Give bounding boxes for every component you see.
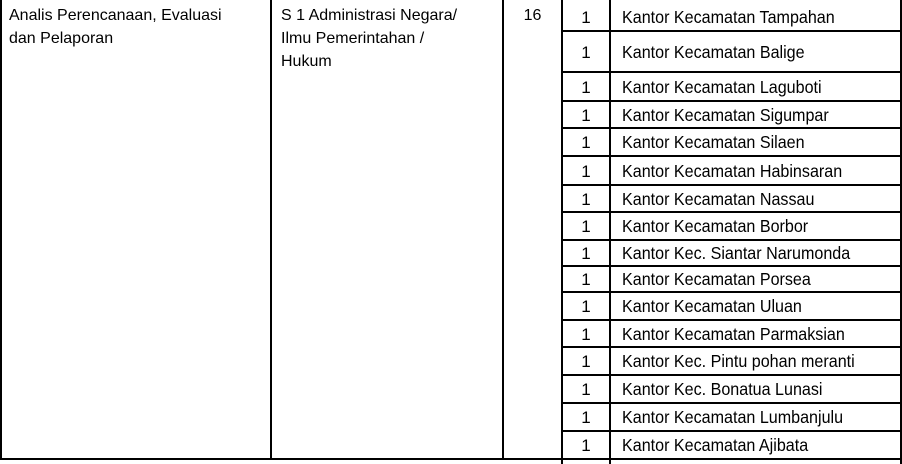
placement-count: 1	[581, 243, 591, 263]
placement-office: Kantor Kecamatan Borbor	[622, 215, 809, 236]
placement-count: 1	[581, 216, 591, 236]
placement-office: Kantor Kecamatan Ajibata	[622, 434, 809, 455]
placement-count: 1	[581, 7, 591, 27]
placement-row-divider	[561, 30, 902, 32]
placement-count: 1	[581, 269, 591, 289]
placement-row-divider	[561, 184, 902, 186]
placement-row-divider	[561, 374, 902, 376]
placement-count: 1	[581, 42, 591, 62]
education-line: Hukum	[281, 53, 332, 70]
placement-office: Kantor Kecamatan Porsea	[622, 268, 811, 289]
placement-row-divider	[561, 155, 902, 157]
placement-count: 1	[581, 296, 591, 316]
placement-row-divider	[561, 239, 902, 241]
total-quota: 16	[523, 7, 542, 24]
placement-row-divider	[561, 430, 902, 432]
education-line: S 1 Administrasi Negara/	[281, 7, 458, 24]
position-line: Analis Perencanaan, Evaluasi	[9, 7, 222, 24]
placement-count: 1	[581, 105, 591, 125]
placement-office: Kantor Kecamatan Tampahan	[622, 6, 835, 27]
placement-office: Kantor Kecamatan Uluan	[622, 295, 802, 316]
placement-office: Kantor Kecamatan Nassau	[622, 188, 815, 209]
placement-office: Kantor Kecamatan Habinsaran	[622, 160, 843, 181]
placement-count: 1	[581, 379, 591, 399]
placement-office: Kantor Kecamatan Sigumpar	[622, 104, 829, 125]
placement-count: 1	[581, 435, 591, 455]
placement-row-divider	[561, 211, 902, 213]
placement-row-divider	[561, 346, 902, 348]
placement-count: 1	[581, 189, 591, 209]
placement-row-divider	[561, 100, 902, 102]
placement-row-divider	[561, 319, 902, 321]
placement-row-divider	[561, 291, 902, 293]
placement-office: Kantor Kec. Bonatua Lunasi	[622, 378, 823, 399]
row-bottom-border	[0, 458, 902, 460]
placement-row-divider	[561, 71, 902, 73]
placement-office: Kantor Kecamatan Silaen	[622, 131, 805, 152]
placement-count: 1	[581, 132, 591, 152]
placement-office: Kantor Kecamatan Laguboti	[622, 76, 822, 97]
placement-office: Kantor Kecamatan Balige	[622, 41, 805, 62]
placement-office: Kantor Kecamatan Parmaksian	[622, 323, 845, 344]
position-line: dan Pelaporan	[9, 30, 114, 47]
placement-office: Kantor Kec. Pintu pohan meranti	[622, 350, 855, 371]
education-line: Ilmu Pemerintahan /	[281, 30, 425, 47]
placement-count: 1	[581, 161, 591, 181]
placement-office: Kantor Kecamatan Lumbanjulu	[622, 406, 844, 427]
placement-row-divider	[561, 402, 902, 404]
placement-row-divider	[561, 127, 902, 129]
placement-count: 1	[581, 324, 591, 344]
placement-count: 1	[581, 407, 591, 427]
table-border-left	[0, 0, 2, 460]
placement-office: Kantor Kec. Siantar Narumonda	[622, 242, 851, 263]
column-divider-position	[270, 0, 272, 460]
placement-count: 1	[581, 77, 591, 97]
column-divider-education	[502, 0, 504, 460]
placement-row-divider	[561, 265, 902, 267]
placement-count: 1	[581, 351, 591, 371]
